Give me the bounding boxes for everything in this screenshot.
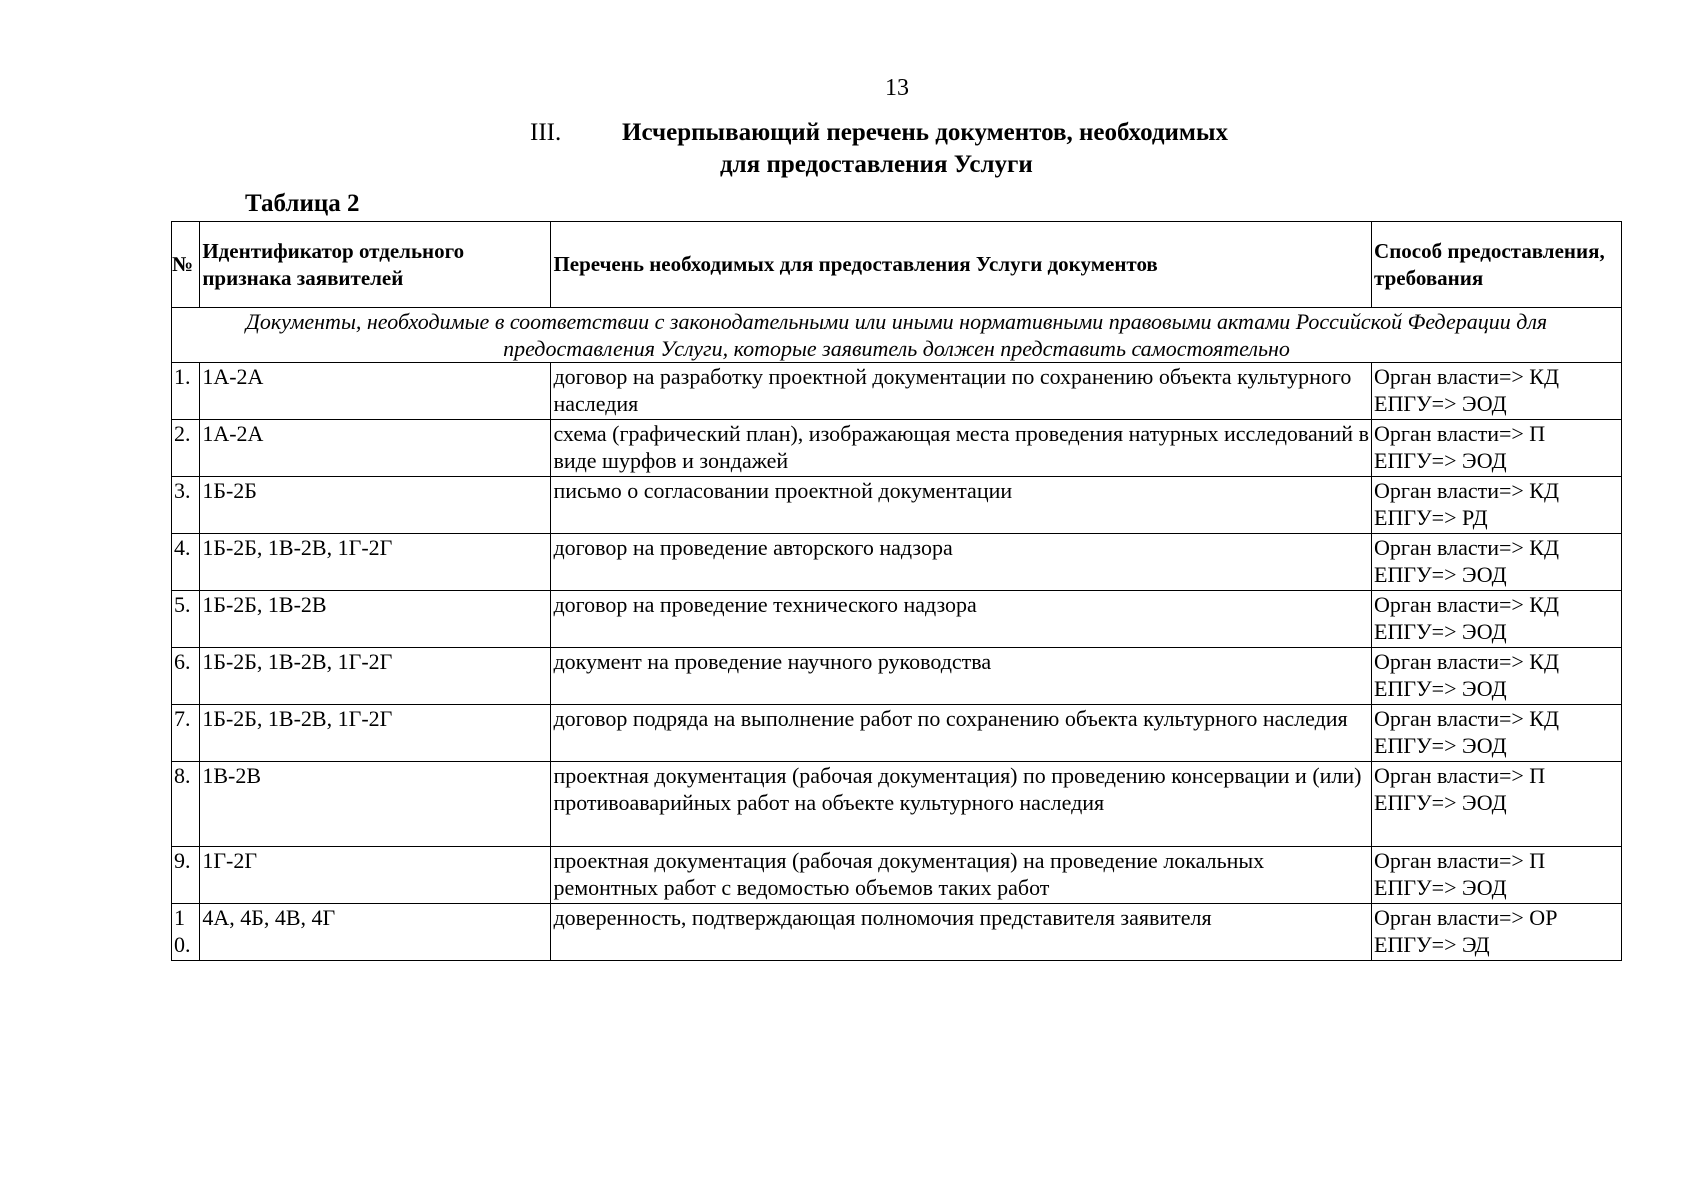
table-label: Таблица 2 — [245, 190, 360, 217]
table-row — [172, 477, 1622, 534]
table-row — [172, 420, 1622, 477]
row-document: договор на разработку проектной документации по сохранению объекта культурного наследия — [551, 363, 1372, 420]
row-identifier: 4А, 4Б, 4В, 4Г — [200, 904, 551, 961]
table-row — [172, 847, 1622, 904]
table-row — [172, 591, 1622, 648]
row-number: 10. — [172, 904, 200, 961]
method-line-portal: ЕПГУ=> ЭОД — [1374, 733, 1507, 758]
table-header-row — [172, 222, 1622, 308]
row-method — [1372, 477, 1622, 534]
row-number: 4. — [172, 534, 200, 591]
method-line-authority: Орган власти=> П — [1374, 421, 1546, 446]
row-document: проектная документация (рабочая документация) по проведению консервации и (или) противоаварийных работ на объекте культурного наследия — [551, 762, 1372, 847]
row-identifier: 1А-2А — [200, 363, 551, 420]
section-row-line1: Документы, необходимые в соответствии с законодательными или иными нормативными правовыми актами Российской Федерации для — [245, 309, 1548, 334]
row-identifier: 1Б-2Б, 1В-2В — [200, 591, 551, 648]
header-identifier: Идентификатор отдельного признака заявителей — [200, 222, 551, 308]
table-row — [172, 705, 1622, 762]
row-document: договор подряда на выполнение работ по сохранению объекта культурного наследия — [551, 705, 1372, 762]
section-heading-line1 — [530, 117, 1430, 149]
row-number: 1. — [172, 363, 200, 420]
method-line-portal: ЕПГУ=> ЭОД — [1374, 676, 1507, 701]
section-row-cell — [172, 308, 1622, 363]
row-method — [1372, 904, 1622, 961]
row-method — [1372, 762, 1622, 847]
method-line-portal: ЕПГУ=> ЭД — [1374, 932, 1490, 957]
section-heading — [530, 117, 1430, 181]
row-method — [1372, 534, 1622, 591]
method-line-authority: Орган власти=> ОР — [1374, 905, 1558, 930]
section-row-line2: предоставления Услуги, которые заявитель должен представить самостоятельно — [503, 336, 1290, 361]
row-method — [1372, 705, 1622, 762]
documents-table — [171, 221, 1622, 961]
row-identifier: 1Б-2Б, 1В-2В, 1Г-2Г — [200, 534, 551, 591]
method-line-portal: ЕПГУ=> ЭОД — [1374, 562, 1507, 587]
row-document: документ на проведение научного руководства — [551, 648, 1372, 705]
method-line-authority: Орган власти=> КД — [1374, 706, 1559, 731]
method-line-authority: Орган власти=> КД — [1374, 592, 1559, 617]
row-number: 9. — [172, 847, 200, 904]
table-row — [172, 534, 1622, 591]
page-number: 13 — [885, 75, 909, 101]
row-method — [1372, 363, 1622, 420]
header-method: Способ предоставления, требования — [1372, 222, 1622, 308]
row-number: 7. — [172, 705, 200, 762]
table-row — [172, 363, 1622, 420]
row-identifier: 1Б-2Б, 1В-2В, 1Г-2Г — [200, 705, 551, 762]
row-document: письмо о согласовании проектной документации — [551, 477, 1372, 534]
row-number: 8. — [172, 762, 200, 847]
header-documents: Перечень необходимых для предоставления Услуги документов — [551, 222, 1372, 308]
method-line-authority: Орган власти=> КД — [1374, 649, 1559, 674]
method-line-portal: ЕПГУ=> ЭОД — [1374, 790, 1507, 815]
method-line-authority: Орган власти=> П — [1374, 763, 1546, 788]
row-method — [1372, 591, 1622, 648]
row-document: договор на проведение технического надзора — [551, 591, 1372, 648]
table-row — [172, 904, 1622, 961]
section-title-line1: Исчерпывающий перечень документов, необходимых — [622, 119, 1228, 146]
row-number: 2. — [172, 420, 200, 477]
method-line-portal: ЕПГУ=> РД — [1374, 505, 1488, 530]
row-identifier: 1Б-2Б, 1В-2В, 1Г-2Г — [200, 648, 551, 705]
section-title-line2: для предоставления Услуги — [720, 151, 1033, 178]
row-method — [1372, 648, 1622, 705]
method-line-portal: ЕПГУ=> ЭОД — [1374, 448, 1507, 473]
row-document: доверенность, подтверждающая полномочия представителя заявителя — [551, 904, 1372, 961]
section-roman-numeral: III. — [530, 119, 562, 146]
row-method — [1372, 847, 1622, 904]
method-line-authority: Орган власти=> КД — [1374, 478, 1559, 503]
method-line-authority: Орган власти=> П — [1374, 848, 1546, 873]
row-number: 6. — [172, 648, 200, 705]
row-method — [1372, 420, 1622, 477]
row-number: 5. — [172, 591, 200, 648]
row-document: договор на проведение авторского надзора — [551, 534, 1372, 591]
table-row — [172, 648, 1622, 705]
method-line-authority: Орган власти=> КД — [1374, 535, 1559, 560]
row-number: 3. — [172, 477, 200, 534]
row-document: проектная документация (рабочая документация) на проведение локальных ремонтных работ с ведомостью объемов таких работ — [551, 847, 1372, 904]
row-identifier: 1В-2В — [200, 762, 551, 847]
row-identifier: 1Б-2Б — [200, 477, 551, 534]
method-line-portal: ЕПГУ=> ЭОД — [1374, 875, 1507, 900]
row-document: схема (графический план), изображающая места проведения натурных исследований в виде шурфов и зондажей — [551, 420, 1372, 477]
table-section-row — [172, 308, 1622, 363]
method-line-authority: Орган власти=> КД — [1374, 364, 1559, 389]
method-line-portal: ЕПГУ=> ЭОД — [1374, 619, 1507, 644]
row-identifier: 1Г-2Г — [200, 847, 551, 904]
row-identifier: 1А-2А — [200, 420, 551, 477]
method-line-portal: ЕПГУ=> ЭОД — [1374, 391, 1507, 416]
header-num: № — [172, 222, 200, 308]
table-row — [172, 762, 1622, 847]
